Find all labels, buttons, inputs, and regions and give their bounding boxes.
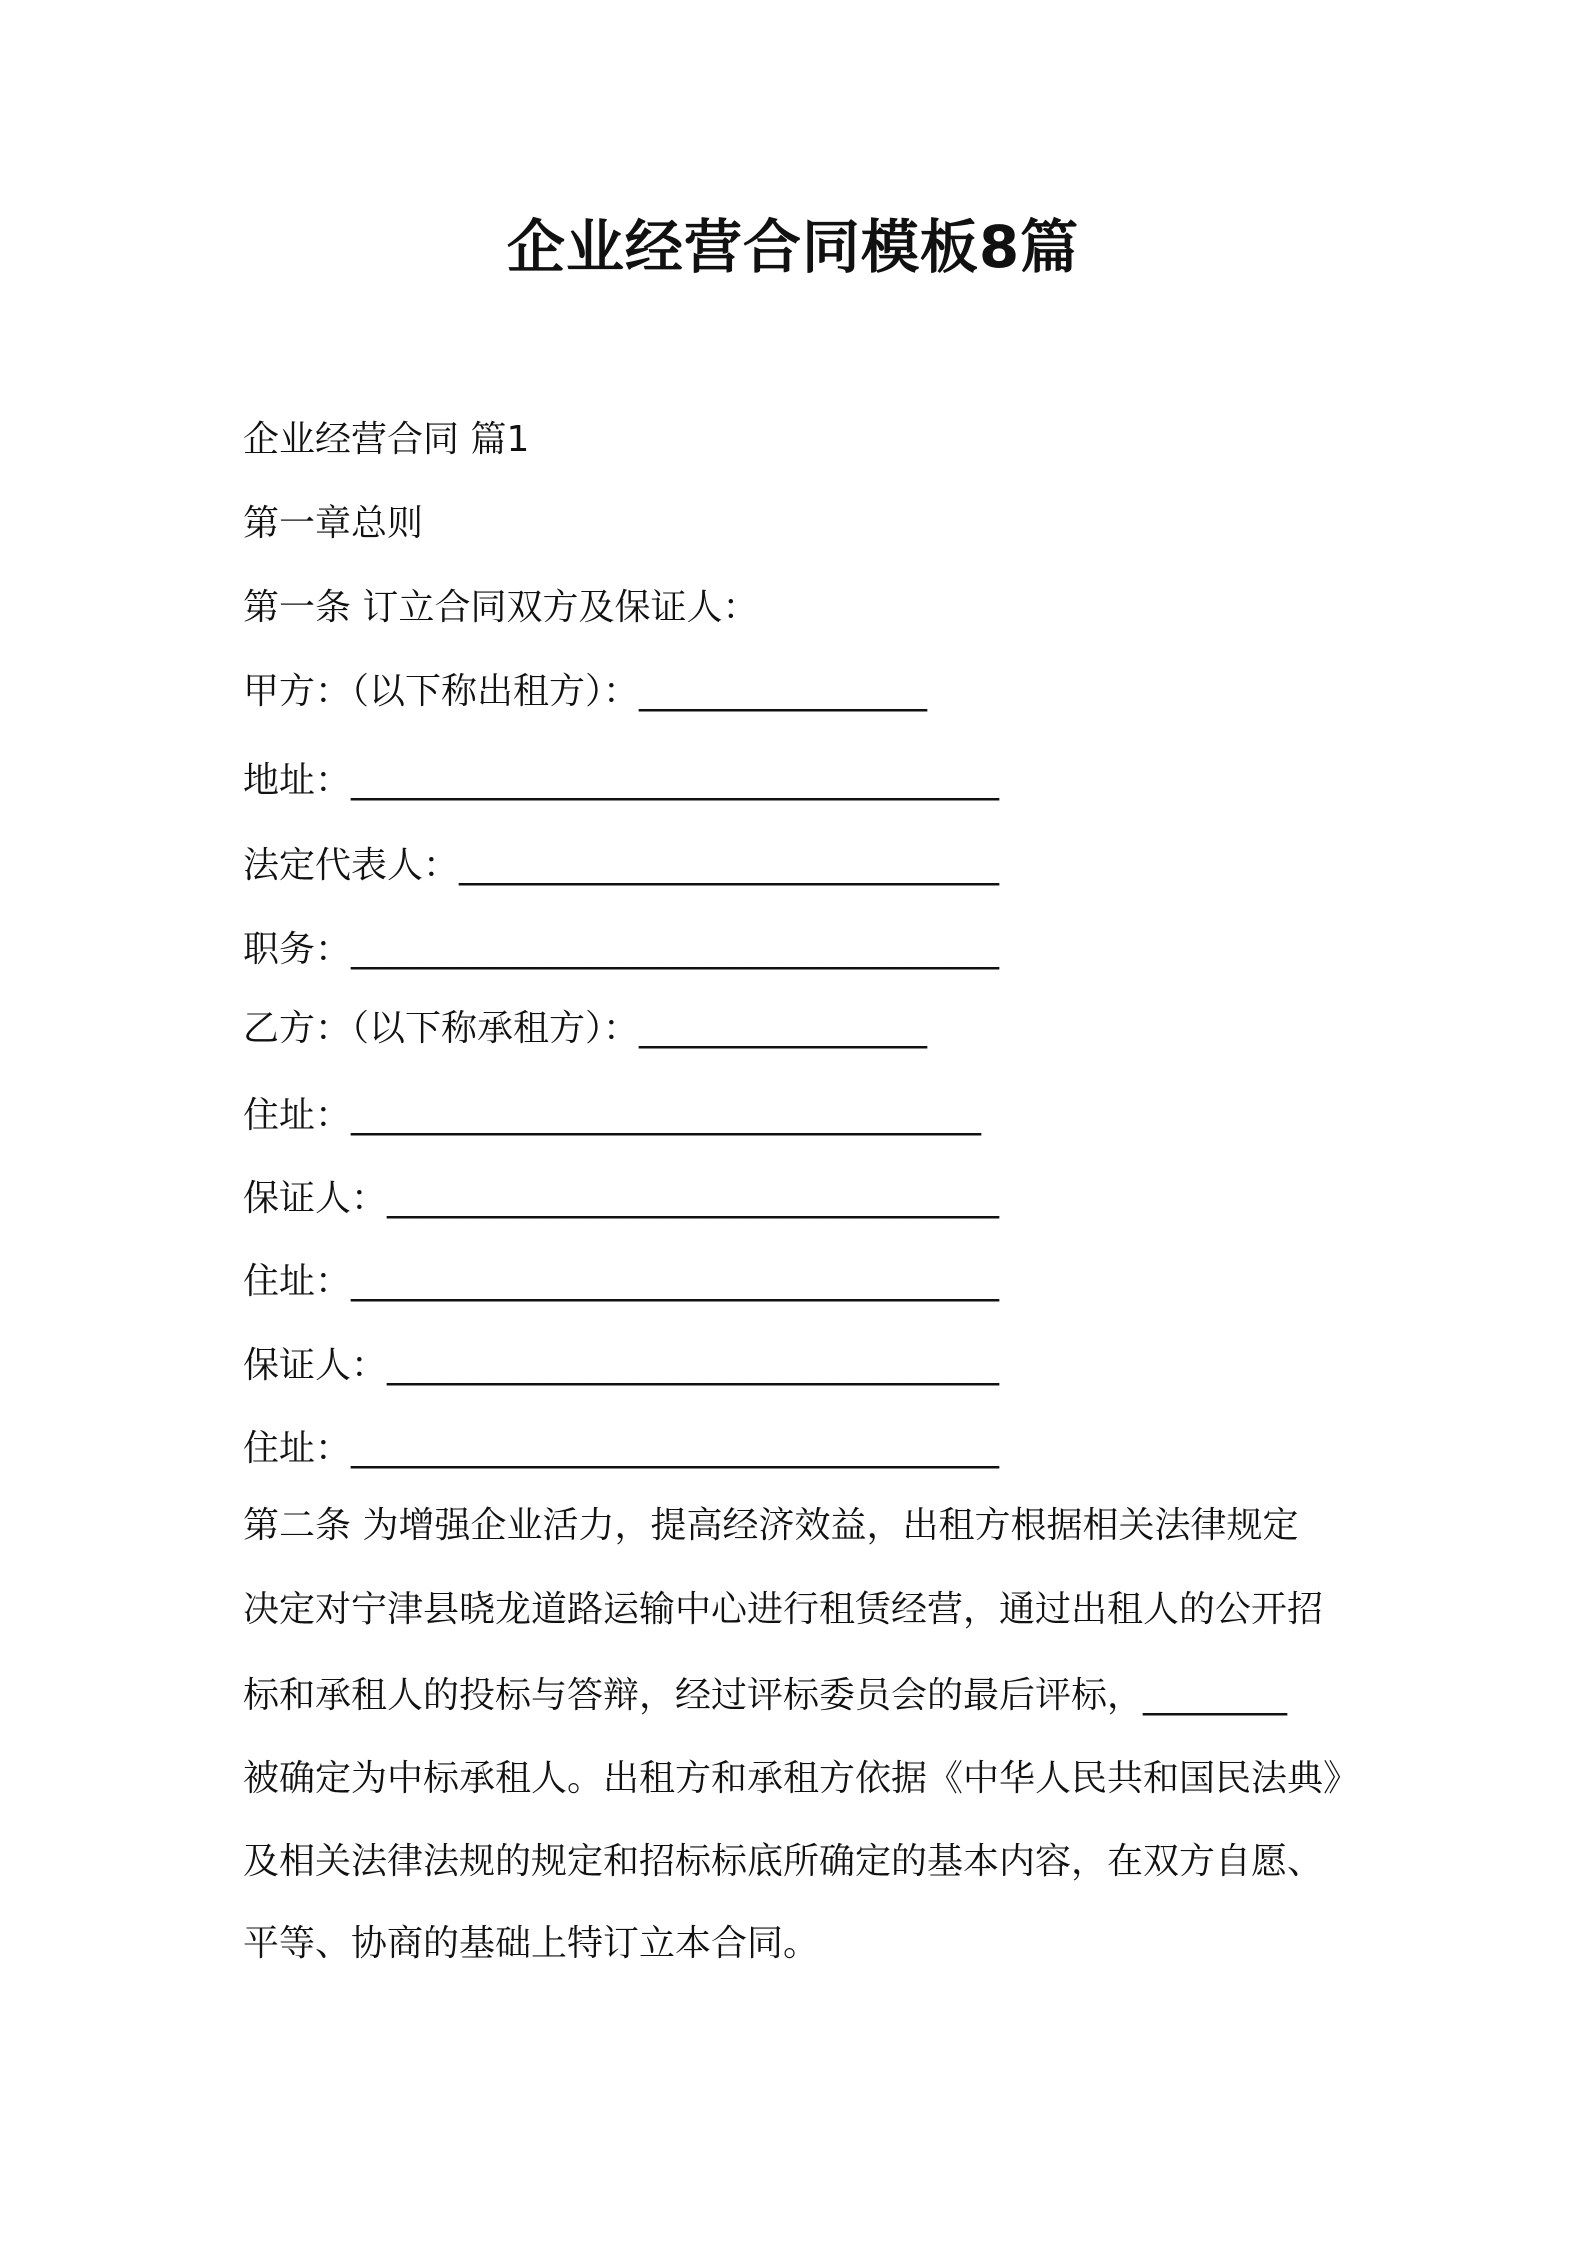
article-2-line-5: 及相关法律法规的规定和招标标底所确定的基本内容，在双方自愿、 <box>243 1841 1324 1882</box>
section-heading: 企业经营合同 篇1 <box>243 419 530 460</box>
field-label: 法定代表人： <box>243 845 460 886</box>
article-1-heading: 第一条 订立合同双方及保证人： <box>243 587 759 628</box>
field-label: 保证人： <box>243 1345 388 1386</box>
article-2-line-4: 被确定为中标承租人。出租方和承租方依据《中华人民共和国民法典》 <box>243 1758 1360 1799</box>
field-label: 住址： <box>243 1095 352 1136</box>
article-2-line-6: 平等、协商的基础上特订立本合同。 <box>243 1923 820 1964</box>
field-legal-representative <box>243 842 999 890</box>
blank-line: ________________ <box>639 671 928 712</box>
article-2-line-2: 决定对宁津县晓龙道路运输中心进行租赁经营，通过出租人的公开招 <box>243 1589 1324 1630</box>
field-guarantor-2 <box>243 1342 999 1390</box>
blank-line: ________________ <box>639 1008 928 1049</box>
document-title: 企业经营合同模板8篇 <box>506 213 1080 281</box>
field-label: 住址： <box>243 1261 352 1302</box>
field-party-b <box>243 1005 927 1053</box>
field-label: 地址： <box>243 760 352 801</box>
field-guarantor-1 <box>243 1175 999 1223</box>
blank-line: __________________________________ <box>387 1178 1000 1219</box>
field-label: 乙方：（以下称承租方）： <box>243 1008 640 1049</box>
field-position <box>243 926 999 974</box>
field-guarantor-2-address <box>243 1425 999 1473</box>
blank-line: __________________________________ <box>387 1345 1000 1386</box>
article-2-line-1: 第二条 为增强企业活力，提高经济效益，出租方根据相关法律规定 <box>243 1505 1299 1546</box>
blank-line: ____________________________________ <box>351 1428 1000 1469</box>
blank-line: ___________________________________ <box>351 1095 982 1136</box>
blank-line: ____________________________________ <box>351 760 1000 801</box>
field-label: 甲方：（以下称出租方）： <box>243 671 640 712</box>
field-label: 住址： <box>243 1428 352 1469</box>
field-party-a <box>243 668 927 716</box>
blank-line: ____________________________________ <box>351 1261 1000 1302</box>
blank-line: ____________________________________ <box>351 929 1000 970</box>
field-label: 职务： <box>243 929 352 970</box>
article-2-line-3: 标和承租人的投标与答辩，经过评标委员会的最后评标，________ <box>243 1675 1288 1716</box>
field-label: 保证人： <box>243 1178 388 1219</box>
chapter-heading: 第一章总则 <box>243 503 424 544</box>
field-guarantor-1-address <box>243 1258 999 1306</box>
field-party-b-address <box>243 1092 981 1140</box>
blank-line: ______________________________ <box>459 845 1000 886</box>
field-party-a-address <box>243 757 999 805</box>
